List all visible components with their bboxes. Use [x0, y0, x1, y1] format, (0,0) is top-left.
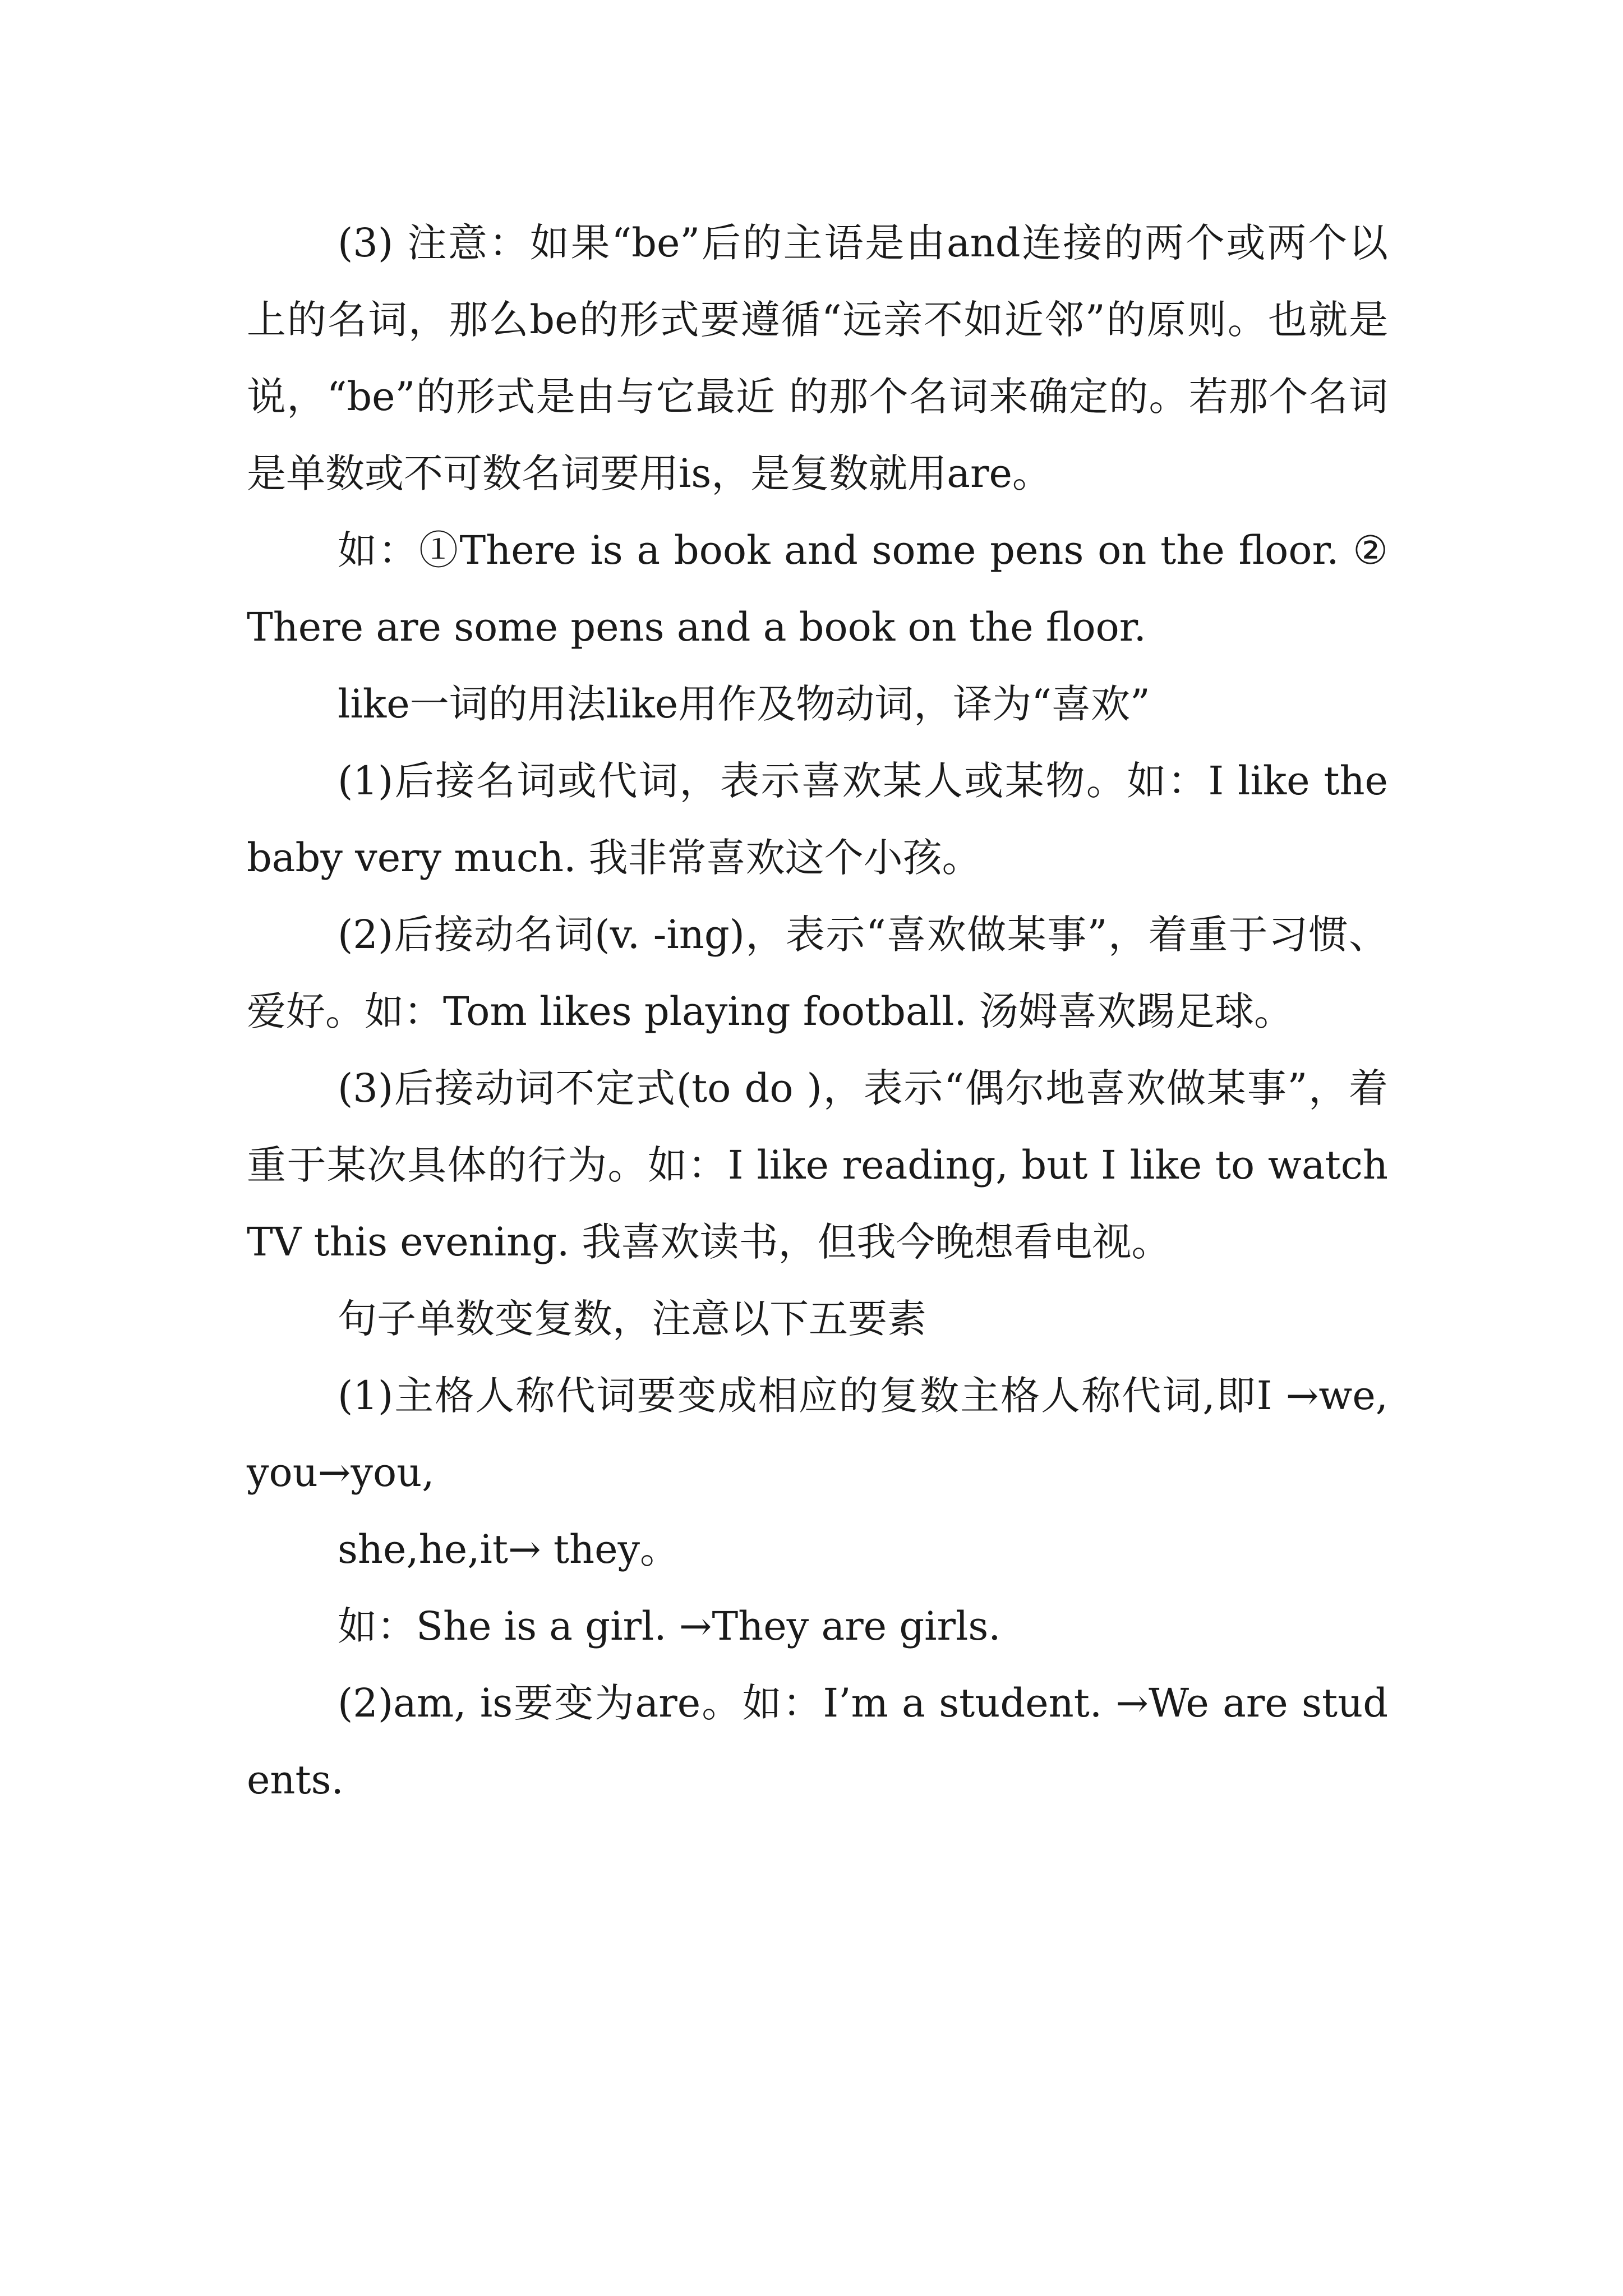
paragraph-plural-pronouns-cont: she,he,it→ they。	[338, 1526, 680, 1572]
document-body	[247, 205, 1401, 1819]
paragraph-like-noun: (1)后接名词或代词，表示喜欢某人或某物。如：I like the baby very much. 我非常喜欢这个小孩。	[247, 758, 1401, 881]
paragraph-like-gerund: (2)后接动名词(v. -ing)，表示“喜欢做某事”，着重于习惯、爱好。如：Tom likes playing football. 汤姆喜欢踢足球。	[247, 912, 1388, 1034]
paragraph-plural-be-verb: (2)am, is要变为are。如：I’m a student. →We are students.	[247, 1680, 1388, 1803]
paragraph-like-infinitive: (3)后接动词不定式(to do )，表示“偶尔地喜欢做某事”，着重于某次具体的行为。如：I like reading, but I like to watch TV this evening. 我喜欢读书，但我今晚想看电视。	[247, 1065, 1401, 1265]
paragraph-like-usage-heading: like一词的用法like用作及物动词，译为“喜欢”	[338, 681, 1150, 727]
paragraph-plural-example: 如：She is a girl. →They are girls.	[338, 1603, 1001, 1649]
paragraph-be-rule: (3) 注意：如果“be”后的主语是由and连接的两个或两个以上的名词，那么be的形式要遵循“远亲不如近邻”的原则。也就是说，“be”的形式是由与它最近 的那个名词来确定的。若那个名词是单数或不可数名词要用is，是复数就用are。	[247, 220, 1388, 496]
paragraph-plural-heading: 句子单数变复数，注意以下五要素	[338, 1296, 926, 1342]
paragraph-plural-pronouns: (1)主格人称代词要变成相应的复数主格人称代词,即I →we, you→you,	[247, 1373, 1401, 1496]
paragraph-be-examples: 如：①There is a book and some pens on the floor. ②There are some pens and a book on the floor.	[247, 527, 1388, 650]
